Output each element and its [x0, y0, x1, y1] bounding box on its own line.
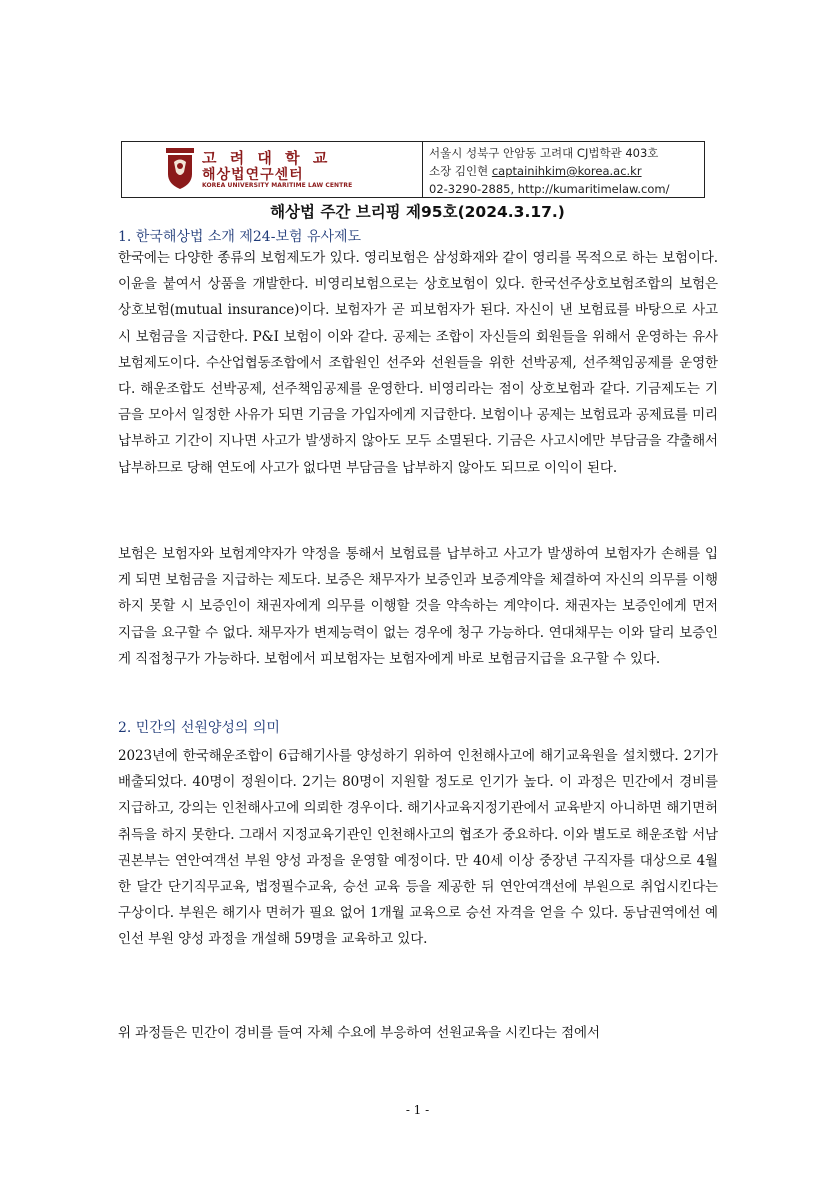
logo-university-name: 고 려 대 학 교: [202, 149, 332, 167]
paragraph: 위 과정들은 민간이 경비를 들여 자체 수요에 부응하여 선원교육을 시킨다는 점에서: [118, 1025, 600, 1041]
paragraph: 2023년에 한국해운조합이 6급해기사를 양성하기 위하여 인천해사고에 해기교육원을 설치했다. 2기가 배출되었다. 40명이 정원이다. 2기는 80명이 지원할 정도로 인기가 높다. 이 과정은 민간에서 경비를 지급하고, 강의는 인천해사고에 의뢰한 경우이다. 해기사교육지정기관에서 교육받지 아니하면 해기면허 취득을 하지 못한다. 그래서 지정교육기관인 인천해사고의 협조가 중요하다. 이와 별도로 해운조합 서남권본부는 연안여객선 부원 양성 과정을 운영할 예정이다. 만 40세 이상 중장년 구직자를 대상으로 4월 한 달간 단기직무교육, 법정필수교육, 승선 교육 등을 제공한 뒤 연안여객선에 부원으로 취업시킨다는 구상이다. 부원은 해기사 면허가 필요 없어 1개월 교육으로 승선 자격을 얻을 수 있다. 동남권역에선 예인선 부원 양성 과정을 개설해 59명을 교육하고 있다.: [118, 748, 718, 948]
paragraph: 한국에는 다양한 종류의 보험제도가 있다. 영리보험은 삼성화재와 같이 영리를 목적으로 하는 보험이다. 이윤을 붙여서 상품을 개발한다. 비영리보험으로는 상호보험이 있다. 한국선주상호보험조합의 보험은 상호보험(mutual insurance)이다. 보험자가 곧 피보험자가 된다. 자신이 낸 보험료를 바탕으로 사고 시 보험금을 지급한다. P&I 보험이 이와 같다. 공제는 조합이 자신들의 회원들을 위해서 운영하는 유사보험제도이다. 수산업협동조합에서 조합원인 선주와 선원들을 위한 선박공제, 선주책임공제를 운영한다. 해운조합도 선박공제, 선주책임공제를 운영한다. 비영리라는 점이 상호보험과 같다. 기금제도는 기금을 모아서 일정한 사유가 되면 기금을 가입자에게 지급한다. 보험이나 공제는 보험료과 공제료를 미리 납부하고 기간이 지나면 사고가 발생하지 않아도 모두 소멸된다. 기금은 사고시에만 부담금을 갹출해서 납부하므로 당해 연도에 사고가 없다면 부담금을 납부하지 않아도 되므로 이익이 된다.: [118, 250, 718, 476]
section-heading: 1. 한국해상법 소개 제24-보험 유사제도: [118, 229, 362, 245]
page-number: - 1 -: [405, 1103, 430, 1117]
section-heading: 2. 민간의 선원양성의 의미: [118, 720, 280, 736]
logo-center-name: 해상법연구센터: [202, 167, 304, 183]
center-logo: [122, 142, 423, 197]
address-line: 서울시 성북구 안암동 고려대 CJ법학관 403호: [429, 146, 659, 160]
paragraph: 보험은 보험자와 보험계약자가 약정을 통해서 보험료를 납부하고 사고가 발생하여 보험자가 손해를 입게 되면 보험금을 지급하는 제도다. 보증은 채무자가 보증인과 보증계약을 체결하여 자신의 의무를 이행하지 못할 시 보증인이 채권자에게 의무를 이행할 것을 약속하는 계약이다. 채권자는 보증인에게 먼저 지급을 요구할 수 없다. 채무자가 변제능력이 없는 경우에 청구 가능하다. 연대채무는 이와 달리 보증인게 직접청구가 가능하다. 보험에서 피보험자는 보험자에게 바로 보험금지급을 요구할 수 있다.: [118, 546, 718, 667]
contact-info: [423, 142, 704, 197]
phone-web-line: 02-3290-2885, http://kumaritimelaw.com/: [429, 182, 670, 196]
briefing-title: 해상법 주간 브리핑 제95호(2024.3.17.): [270, 203, 565, 221]
letterhead: [121, 141, 705, 198]
email-link[interactable]: captainihkim@korea.ac.kr: [491, 164, 642, 178]
logo-english-name: KOREA UNIVERSITY MARITIME LAW CENTRE: [202, 182, 353, 189]
director-line: [429, 162, 704, 180]
director-label: 소장 김인현: [429, 164, 492, 178]
university-emblem-icon: [166, 148, 194, 190]
